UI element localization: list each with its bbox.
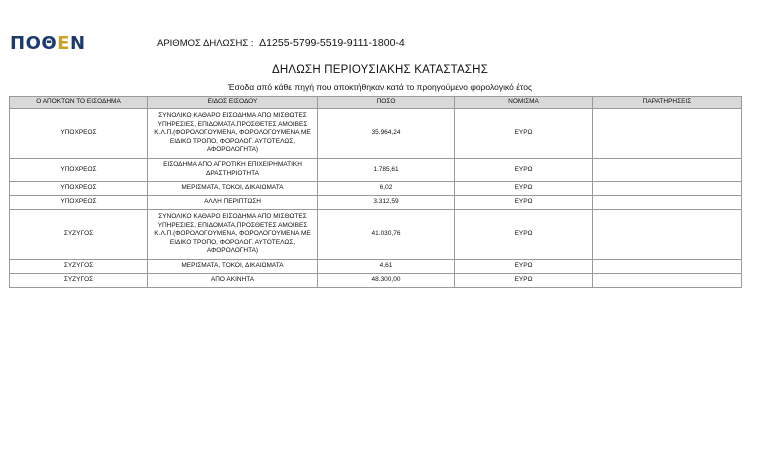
- column-header-owner: Ο ΑΠΟΚΤΩΝ ΤΟ ΕΙΣΟΔΗΜΑ: [10, 97, 148, 109]
- declaration-number-line: [157, 37, 405, 49]
- cell-owner: ΣΥΖΥΓΟΣ: [10, 260, 148, 274]
- page-subtitle: Έσοδα από κάθε πηγή που αποκτήθηκαν κατά το προηγούμενο φορολογικό έτος: [227, 82, 533, 92]
- cell-notes: [593, 260, 742, 274]
- cell-type: ΑΛΛΗ ΠΕΡΙΠΤΩΣΗ: [148, 196, 318, 210]
- cell-currency: ΕΥΡΩ: [455, 210, 593, 260]
- cell-currency: ΕΥΡΩ: [455, 260, 593, 274]
- column-header-type: ΕΙΔΟΣ ΕΙΣΟΔΟΥ: [148, 97, 318, 109]
- table-row: [10, 210, 742, 260]
- cell-owner: ΥΠΟΧΡΕΟΣ: [10, 196, 148, 210]
- cell-amount: 1.785,61: [318, 159, 455, 182]
- cell-amount: 4,61: [318, 260, 455, 274]
- column-header-amount: ΠΟΣΟ: [318, 97, 455, 109]
- table-row: [10, 182, 742, 196]
- column-header-notes: ΠΑΡΑΤΗΡΗΣΕΙΣ: [593, 97, 742, 109]
- cell-notes: [593, 182, 742, 196]
- logo-text-end: Ν: [69, 33, 86, 54]
- cell-notes: [593, 274, 742, 288]
- cell-owner: ΣΥΖΥΓΟΣ: [10, 210, 148, 260]
- cell-amount: 48.300,00: [318, 274, 455, 288]
- cell-currency: ΕΥΡΩ: [455, 182, 593, 196]
- cell-type: ΣΥΝΟΛΙΚΟ ΚΑΘΑΡΟ ΕΙΣΟΔΗΜΑ ΑΠΟ ΜΙΣΘΩΤΕΣ ΥΠΗΡΕΣΙΕΣ, ΕΠΙΔΟΜΑΤΑ,ΠΡΟΣΘΕΤΕΣ ΑΜΟΙΒΕΣ Κ.Λ.Π.(ΦΟΡΟΛΟΓΟΥΜΕΝΑ, ΦΟΡΟΛΟΓΟΥΜΕΝΑ ΜΕ ΕΙΔΙΚΟ ΤΡΟΠΟ, ΦΟΡΟΛΟΓ. ΑΥΤΟΤΕΛΩΣ, ΑΦΟΡΟΛΟΓΗΤΑ): [148, 210, 318, 260]
- cell-notes: [593, 109, 742, 159]
- cell-amount: 3.312,59: [318, 196, 455, 210]
- cell-currency: ΕΥΡΩ: [455, 196, 593, 210]
- logo-text-main: ΠΟΘ: [10, 33, 58, 54]
- cell-type: ΜΕΡΙΣΜΑΤΑ, ΤΟΚΟΙ, ΔΙΚΑΙΩΜΑΤΑ: [148, 182, 318, 196]
- cell-type: ΑΠΟ ΑΚΙΝΗΤΑ: [148, 274, 318, 288]
- income-table: [9, 96, 742, 288]
- table-row: [10, 196, 742, 210]
- table-row: [10, 260, 742, 274]
- cell-currency: ΕΥΡΩ: [455, 109, 593, 159]
- declaration-number: Δ1255-5799-5519-9111-1800-4: [259, 37, 405, 49]
- cell-type: ΜΕΡΙΣΜΑΤΑ, ΤΟΚΟΙ, ΔΙΚΑΙΩΜΑΤΑ: [148, 260, 318, 274]
- poten-logo: [10, 33, 86, 54]
- cell-amount: 6,02: [318, 182, 455, 196]
- declaration-label: ΑΡΙΘΜΟΣ ΔΗΛΩΣΗΣ :: [157, 38, 254, 49]
- cell-notes: [593, 210, 742, 260]
- cell-type: ΣΥΝΟΛΙΚΟ ΚΑΘΑΡΟ ΕΙΣΟΔΗΜΑ ΑΠΟ ΜΙΣΘΩΤΕΣ ΥΠΗΡΕΣΙΕΣ, ΕΠΙΔΟΜΑΤΑ,ΠΡΟΣΘΕΤΕΣ ΑΜΟΙΒΕΣ Κ.Λ.Π.(ΦΟΡΟΛΟΓΟΥΜΕΝΑ, ΦΟΡΟΛΟΓΟΥΜΕΝΑ ΜΕ ΕΙΔΙΚΟ ΤΡΟΠΟ, ΦΟΡΟΛΟΓ. ΑΥΤΟΤΕΛΩΣ, ΑΦΟΡΟΛΟΓΗΤΑ): [148, 109, 318, 159]
- cell-amount: 35.964,24: [318, 109, 455, 159]
- cell-currency: ΕΥΡΩ: [455, 159, 593, 182]
- cell-owner: ΥΠΟΧΡΕΟΣ: [10, 159, 148, 182]
- table-row: [10, 159, 742, 182]
- cell-owner: ΥΠΟΧΡΕΟΣ: [10, 182, 148, 196]
- table-row: [10, 109, 742, 159]
- cell-notes: [593, 159, 742, 182]
- table-header-row: [10, 97, 742, 109]
- logo-text-accent: Ε: [57, 33, 70, 54]
- column-header-currency: ΝΟΜΙΣΜΑ: [455, 97, 593, 109]
- cell-currency: ΕΥΡΩ: [455, 274, 593, 288]
- cell-type: ΕΙΣΟΔΗΜΑ ΑΠΟ ΑΓΡΟΤΙΚΗ ΕΠΙΧΕΙΡΗΜΑΤΙΚΗ ΔΡΑΣΤΗΡΙΟΤΗΤΑ: [148, 159, 318, 182]
- cell-amount: 41.030,76: [318, 210, 455, 260]
- cell-owner: ΥΠΟΧΡΕΟΣ: [10, 109, 148, 159]
- page-title: ΔΗΛΩΣΗ ΠΕΡΙΟΥΣΙΑΚΗΣ ΚΑΤΑΣΤΑΣΗΣ: [271, 64, 488, 76]
- cell-notes: [593, 196, 742, 210]
- cell-owner: ΣΥΖΥΓΟΣ: [10, 274, 148, 288]
- table-row: [10, 274, 742, 288]
